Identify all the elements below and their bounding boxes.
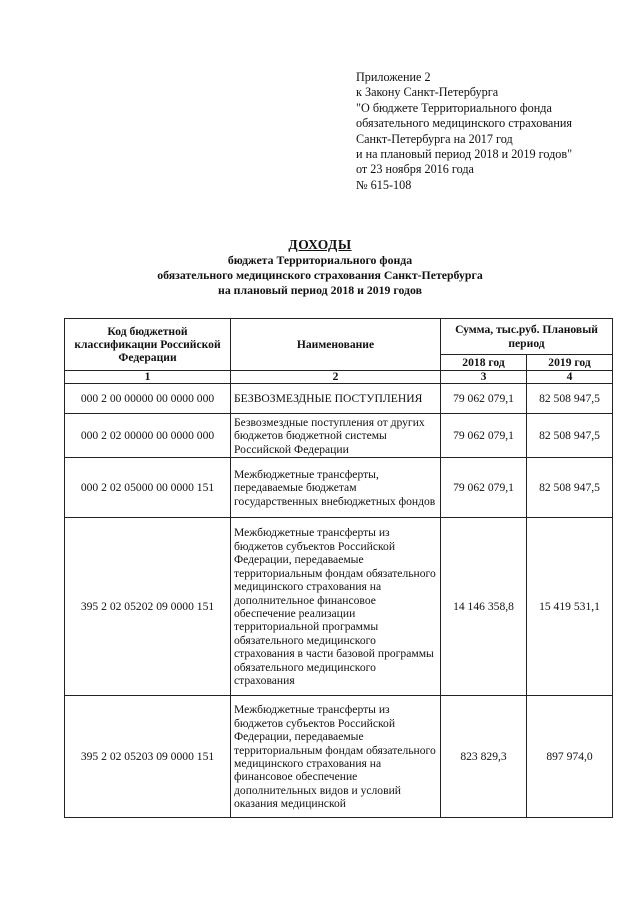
- appendix-line: обязательного медицинского страхования: [356, 116, 572, 131]
- row-sum-2018: 79 062 079,1: [441, 384, 527, 414]
- appendix-line: от 23 ноября 2016 года: [356, 162, 474, 177]
- row-code: 000 2 00 00000 00 0000 000: [65, 384, 231, 414]
- title-sub-line: бюджета Территориального фонда: [227, 253, 413, 267]
- table-row: [65, 696, 613, 818]
- table-row: [65, 518, 613, 696]
- header-code: Код бюджетной классификации Российской Федерации: [65, 319, 231, 371]
- header-sum: Сумма, тыс.руб. Плановый период: [441, 319, 613, 355]
- appendix-line: Санкт-Петербурга на 2017 год: [356, 131, 513, 146]
- table-row: [65, 384, 613, 414]
- row-sum-2018: 14 146 358,8: [441, 518, 527, 696]
- row-sum-2019: 82 508 947,5: [527, 458, 613, 518]
- document-title: [0, 236, 640, 297]
- row-sum-2019: 82 508 947,5: [527, 384, 613, 414]
- revenue-table: [64, 318, 613, 818]
- header-year-2019: 2019 год: [527, 355, 613, 371]
- appendix-line: к Закону Санкт-Петербурга: [356, 85, 499, 100]
- title-sub-line: обязательного медицинского страхования Санкт-Петербурга: [157, 267, 483, 282]
- appendix-line: и на плановый период 2018 и 2019 годов": [356, 147, 573, 162]
- row-sum-2019: 15 419 531,1: [527, 518, 613, 696]
- row-sum-2018: 79 062 079,1: [441, 458, 527, 518]
- table-row: [65, 414, 613, 458]
- row-sum-2018: 823 829,3: [441, 696, 527, 818]
- appendix-line: "О бюджете Территориального фонда: [356, 100, 552, 115]
- title-main: ДОХОДЫ: [288, 237, 352, 252]
- row-code: 000 2 02 00000 00 0000 000: [65, 414, 231, 458]
- row-sum-2018: 79 062 079,1: [441, 414, 527, 458]
- row-name: Межбюджетные трансферты из бюджетов субъектов Российской Федерации, передаваемые территориальным фондам обязательного медицинского страхования на дополнительное финансовое обеспечение реализации территориальной программы обязательного медицинского страхования в части базовой программы обязательного медицинского страхования: [231, 518, 441, 696]
- row-name: Межбюджетные трансферты из бюджетов субъектов Российской Федерации, передаваемые территориальным фондам обязательного медицинского страхования на финансовое обеспечение дополнительных видов и условий оказания медицинской: [231, 696, 441, 818]
- table-row: [65, 458, 613, 518]
- header-year-2018: 2018 год: [441, 355, 527, 371]
- column-number: 2: [231, 371, 441, 384]
- appendix-line: № 615-108: [356, 177, 412, 192]
- title-sub-line: на плановый период 2018 и 2019 годов: [218, 282, 422, 297]
- row-code: 395 2 02 05202 09 0000 151: [65, 518, 231, 696]
- row-sum-2019: 897 974,0: [527, 696, 613, 818]
- row-name: БЕЗВОЗМЕЗДНЫЕ ПОСТУПЛЕНИЯ: [231, 384, 441, 414]
- appendix-note: [356, 70, 626, 193]
- column-number: 1: [65, 371, 231, 384]
- row-code: 000 2 02 05000 00 0000 151: [65, 458, 231, 518]
- row-name: Межбюджетные трансферты, передаваемые бюджетам государственных внебюджетных фондов: [231, 458, 441, 518]
- column-number: 4: [527, 371, 613, 384]
- column-number: 3: [441, 371, 527, 384]
- appendix-line: Приложение 2: [356, 70, 431, 84]
- row-code: 395 2 02 05203 09 0000 151: [65, 696, 231, 818]
- row-sum-2019: 82 508 947,5: [527, 414, 613, 458]
- row-name: Безвозмездные поступления от других бюджетов бюджетной системы Российской Федерации: [231, 414, 441, 458]
- header-name: Наименование: [231, 319, 441, 371]
